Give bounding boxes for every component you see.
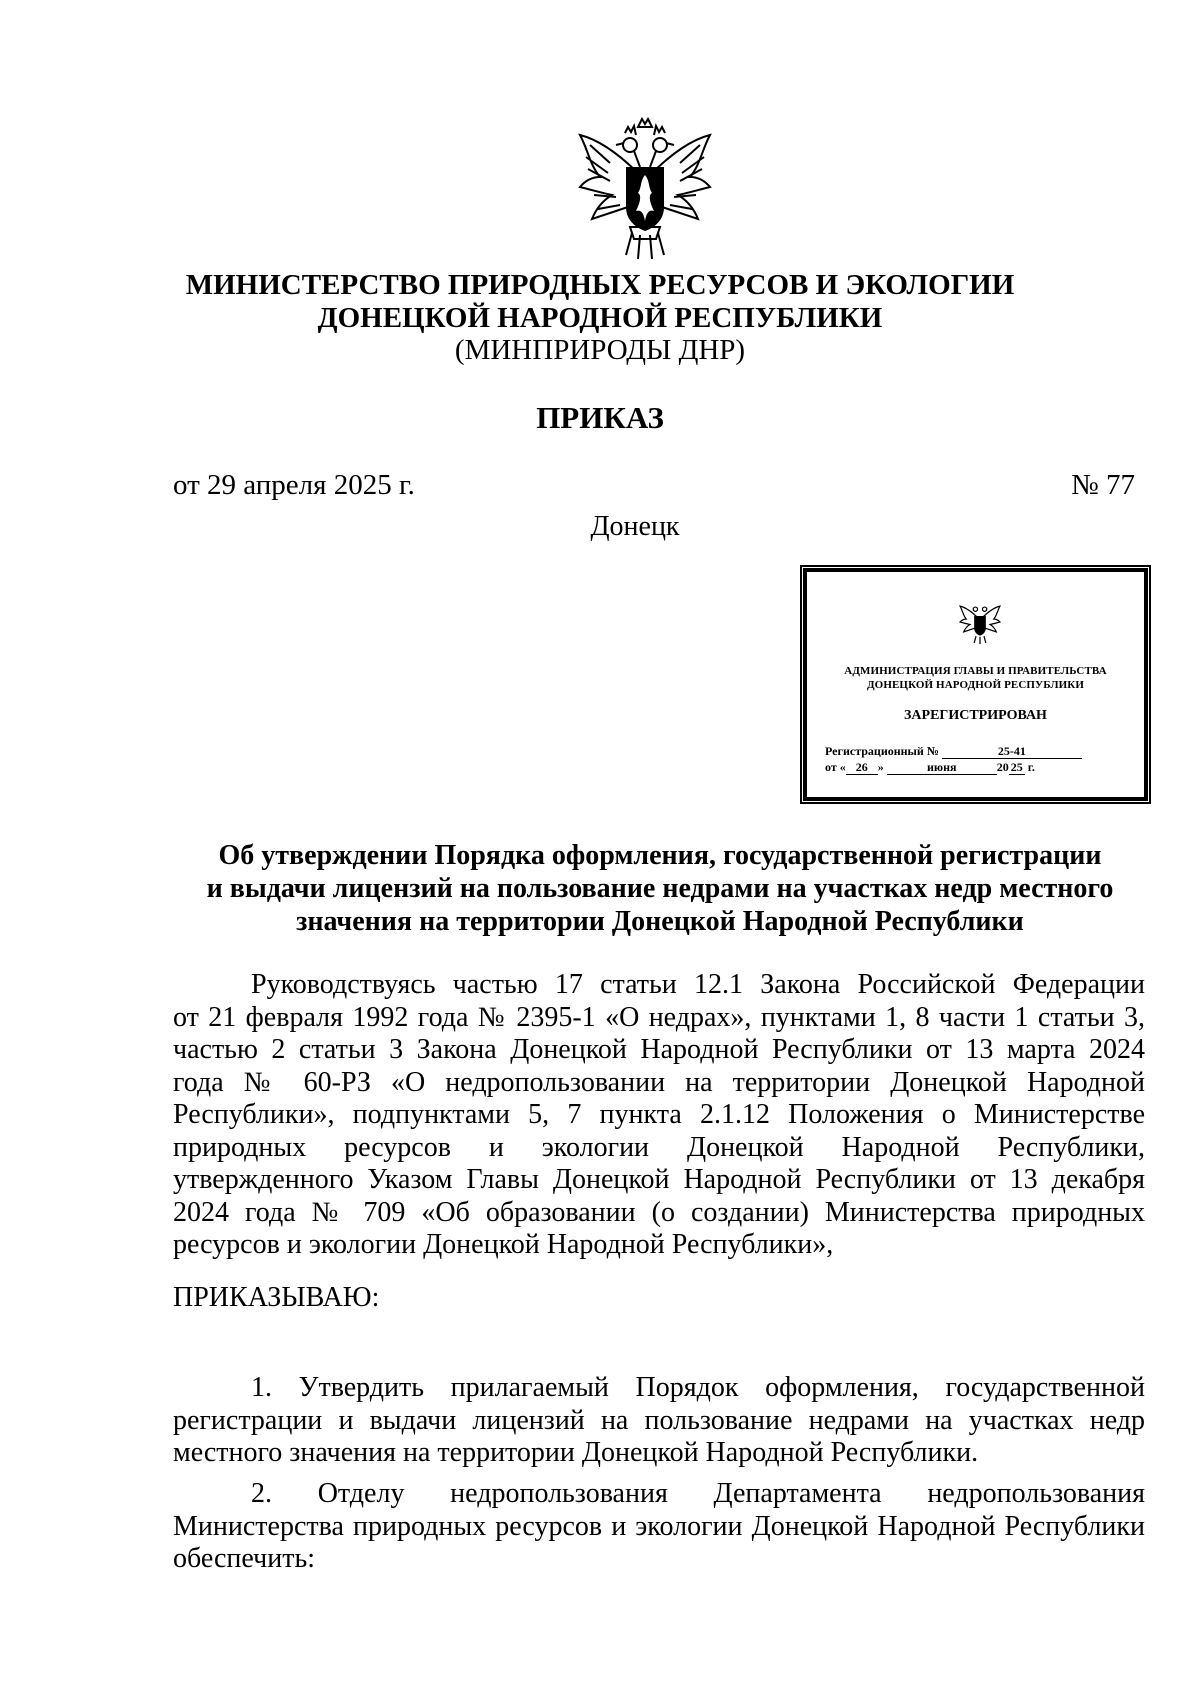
document-city: Донецк	[590, 511, 680, 542]
preamble-line: Республики», подпунктами 5, 7 пункта 2.1.12 Положения о Министерстве	[173, 1099, 1145, 1130]
ministry-name-line1: МИНИСТЕРСТВО ПРИРОДНЫХ РЕСУРСОВ И ЭКОЛОГИИ	[185, 269, 1015, 301]
preamble-line: частью 2 статьи 3 Закона Донецкой Народной Республики от 13 марта 2024	[173, 1034, 1145, 1065]
document-type: ПРИКАЗ	[536, 400, 664, 435]
stamp-reg-label: Регистрационный №	[825, 744, 939, 758]
ministry-short-name: (МИНПРИРОДЫ ДНР)	[454, 334, 746, 366]
stamp-org-line1: АДМИНИСТРАЦИЯ ГЛАВЫ И ПРАВИТЕЛЬСТВА	[844, 665, 1107, 677]
item-line: обеспечить:	[173, 1543, 315, 1574]
preamble-line: от 21 февраля 1992 года № 2395-1 «О недрах», пунктами 1, 8 части 1 статьи 3,	[173, 1001, 1145, 1033]
stamp-year-suffix: 25	[1010, 760, 1023, 774]
stamp-year-end: г.	[1027, 760, 1035, 774]
stamp-date-prefix: от «	[825, 760, 846, 774]
registration-stamp	[803, 568, 1148, 801]
stamp-status: ЗАРЕГИСТРИРОВАН	[904, 708, 1047, 723]
stamp-month: июня	[887, 761, 997, 775]
preamble-line: утвержденного Указом Главы Донецкой Народной Республики от 13 декабря	[173, 1164, 1145, 1195]
document-date: от 29 апреля 2025 г.	[173, 469, 415, 501]
document-subject-line3: значения на территории Донецкой Народной Республики	[296, 906, 1024, 937]
document-subject-line1: Об утверждении Порядка оформления, государственной регистрации	[218, 840, 1102, 871]
document-number: № 77	[1071, 469, 1135, 501]
item-line: 2. Отделу недропользования Департамента недропользования	[251, 1478, 1145, 1509]
preamble-line: 2024 года № 709 «Об образовании (о создании) Министерства природных	[173, 1196, 1145, 1228]
preamble-line: ресурсов и экологии Донецкой Народной Республики»,	[173, 1229, 834, 1260]
item-line: регистрации и выдачи лицензий на пользование недрами на участках недр	[173, 1404, 1145, 1436]
order-item-1	[173, 1372, 1145, 1470]
stamp-date-row	[825, 760, 1035, 775]
stamp-org-line2: ДОНЕЦКОЙ НАРОДНОЙ РЕСПУБЛИКИ	[867, 679, 1084, 691]
preamble-paragraph	[173, 969, 1145, 1262]
ministry-name-line2: ДОНЕЦКОЙ НАРОДНОЙ РЕСПУБЛИКИ	[317, 302, 883, 334]
stamp-day: 26	[846, 761, 878, 775]
stamp-reg-number: 25-41	[942, 745, 1082, 759]
dpr-coat-of-arms-icon	[957, 600, 1003, 646]
stamp-year-prefix: 20	[996, 760, 1009, 774]
stamp-day-close: »	[877, 760, 884, 774]
preamble-line: природных ресурсов и экологии Донецкой Народной Республики,	[173, 1131, 1145, 1163]
preamble-line: Руководствуясь частью 17 статьи 12.1 Закона Российской Федерации	[251, 969, 1145, 1000]
order-word: ПРИКАЗЫВАЮ:	[173, 1282, 380, 1313]
dpr-coat-of-arms-icon	[570, 115, 720, 265]
document-subject-line2: и выдачи лицензий на пользование недрами на участках недр местного	[206, 873, 1114, 904]
item-line: Министерства природных ресурсов и экологии Донецкой Народной Республики	[173, 1510, 1145, 1542]
stamp-reg-number-row	[825, 744, 1082, 759]
item-line: 1. Утвердить прилагаемый Порядок оформления, государственной	[251, 1372, 1145, 1403]
item-line: местного значения на территории Донецкой Народной Республики.	[173, 1437, 979, 1468]
preamble-line: года № 60-РЗ «О недропользовании на территории Донецкой Народной	[173, 1066, 1145, 1098]
order-item-2	[173, 1478, 1145, 1576]
